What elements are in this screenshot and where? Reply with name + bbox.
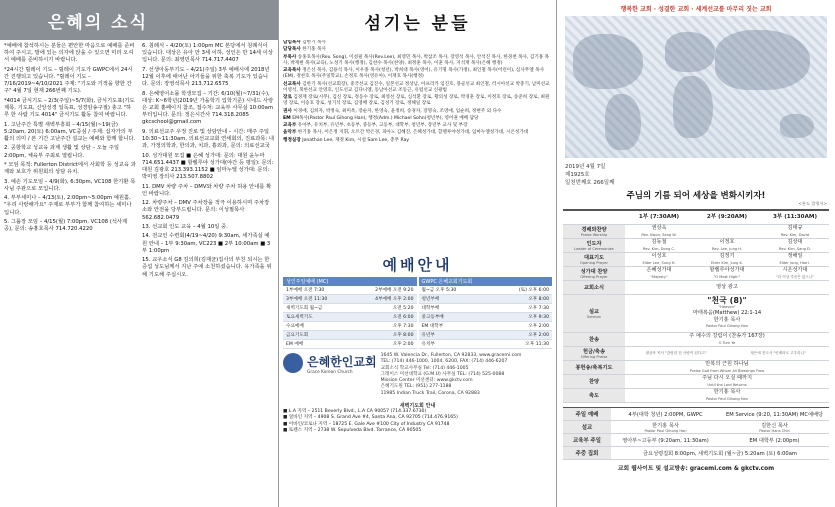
- minister-role: 장로: [283, 95, 292, 100]
- order-label-sub: Offering Prayer: [580, 275, 608, 279]
- announcement-item: 4. 부부세미나 – 4/13(토), 2:00pm~5:00pm 예원홀, "우리 사랑해가요" 주제로 부부가 함께 참여하는 세미나입니다.: [4, 195, 132, 216]
- minister-role: 권사: [283, 108, 292, 114]
- order-row: [563, 239, 829, 253]
- service-right-header: GWPC 은혜교회기도회: [419, 277, 553, 286]
- service-name: EM 예배: [286, 342, 304, 347]
- service-name: 금요기도회: [286, 333, 309, 338]
- order-person: 이성호: [651, 253, 667, 260]
- order-of-worship-panel: [557, 0, 835, 507]
- row-weekday: [563, 447, 829, 460]
- minister-names: Jonathan Lee, 재정 Kim, 시설 Sam Lee, 총무 Ray: [302, 137, 410, 143]
- theme-note: <본도 발행서>: [798, 201, 827, 206]
- order-cell: [761, 239, 829, 252]
- minister-role: 담임목사: [283, 40, 301, 45]
- row-doxology: [563, 361, 829, 375]
- service-time: 오후 2:00: [528, 324, 549, 329]
- order-person-en: "더 이상 죽음은 없으니": [776, 274, 814, 279]
- service-row: [419, 313, 553, 322]
- order-cell: [625, 239, 693, 252]
- address-line: TEL: (714) 446-1000, 1004, 6200, FAX: (714) 446-6207: [380, 359, 508, 365]
- benediction-sub: Pastor Paul Gihong Han: [705, 396, 749, 401]
- order-cell: [761, 267, 829, 280]
- sermon2-pastor: 한기홍 목사: [652, 422, 679, 429]
- announcement-item: 5. 그룹장 모임 – 4/15(월) 7:00pm, VC108 (석사제공), 문의: 송홍호목사 714.720.4220: [4, 218, 128, 233]
- service-time: 오후 2:00: [392, 342, 414, 347]
- service-row: [283, 286, 417, 295]
- order-person-en: Rev. Lee, Jung H.: [711, 246, 743, 251]
- order-label: [563, 239, 625, 252]
- order-label-text: 성가대 찬양: [580, 269, 608, 275]
- sunday-cell: 4부(대학 청년) 2:00PM, GWPC: [628, 411, 703, 418]
- row-sermon: [563, 295, 829, 333]
- sermon-sub-label: Sermon: [587, 315, 601, 319]
- service-name: 유년부: [421, 333, 435, 338]
- order-label: [563, 267, 625, 280]
- order-cell: [761, 225, 829, 238]
- order-person: 이정호: [719, 239, 735, 246]
- church-motto: 행복한 교회 · 성결한 교회 · 세계선교를 마무리 짓는 교회: [620, 6, 772, 13]
- service-time: 오후 8:00: [528, 297, 549, 302]
- sermon2-pastor: 김한신 목사: [761, 422, 788, 429]
- minister-names: 이경애, 김희자, 박정숙, 최미옥, 장순자, 한영숙, 윤정희, 송경자, 강명숙, 조영애, 임순희, 정현주 외 다수: [293, 108, 502, 114]
- order-cell: [693, 267, 761, 280]
- ministers-title: 섬기는 분들: [364, 14, 471, 34]
- service-row: [419, 331, 553, 340]
- order-row: [563, 225, 829, 239]
- doxology-sub: Praise God from Whom All Blessings Flow: [689, 368, 765, 373]
- minister-entry: [283, 116, 552, 122]
- order-person: 할렐루야성가대: [709, 267, 745, 274]
- service-name: 3부예배 오전 11:30: [286, 297, 328, 302]
- order-cell: [693, 239, 761, 252]
- offering-sub: Offering Praise: [580, 355, 608, 359]
- order-person-en: "O Most High!": [713, 274, 741, 279]
- annual-theme: 주님의 기름 되어 세상을 변화시키자!: [626, 191, 766, 201]
- minister-names: 한기홍 목사, 이은정 지휘, 오르간 박은경, 피아노 김혜진, 은혜성가대, 할렐루야성가대, 임마누엘성가대, 시온성가대: [297, 130, 529, 136]
- announcements-header: [0, 0, 278, 40]
- service-name: 대학부배: [421, 306, 440, 311]
- address-line: 1645 W. Valencia Dr., Fullerton, CA 92833, www.gracemi.com: [380, 353, 522, 358]
- sermon-pastor-en: Pastor Paul Gihong Han: [705, 323, 749, 328]
- announcements-title: 은혜의 소식: [48, 12, 149, 33]
- order-cell: [693, 225, 761, 238]
- minister-entry: [283, 138, 552, 144]
- praise-label: 찬양: [563, 375, 625, 388]
- announcement-item: 14. 전교인 수련회(4/19~4/20) 9:30am, 세가족실 예원 안내 – 1부 9:30am, VC223 ■ 2부 10:00am ■ 3부 1:00pm: [142, 233, 271, 254]
- announcement-item: 7. 선생아동부기도 – 4/21(주일) 3부 예배시에 2018년 12월 이후에 태어난 아기들을 위한 축복 기도가 있습니다. 문의: 장영석목사 213.712.6575: [142, 66, 270, 88]
- row-hymn: [563, 333, 829, 347]
- announcement-item: 6. 침례식 – 4/20(토) 1:00pm MC 본당에서 침례식이 있습니다. 대상은 유아 만 3세 이하, 성인은 만 14세 이상 입니다. 문의: 최영민목사 714.717.4407: [142, 43, 273, 64]
- order-label-sub: Praise Worship: [580, 233, 608, 237]
- announcement-item: 8. 은혜영어소몰 학생모집 – 기간: 6/10(월)~7/31(수), 대상: K~6학년(2019년 가을학기 입학기준) 시네드 사랑은 교회 홈페이지 참조, 접수처: 교육부 사무실 10:00am 부터입니다. 문의: 정은시간사 714.318.2085 gkcschool@gmail.com: [142, 90, 274, 126]
- ministers-panel: [279, 0, 556, 507]
- service-row: [419, 295, 553, 304]
- minister-entry: [283, 95, 552, 108]
- announcement-item: 1. 고난주간 특별 새벽부흥회 – 4/15(월)~19(금) 5:20am, 20(토) 6:00am, VC중심 / 주제: 십자가의 부활의 의미 / 본 기간 고난주간 설교는 예배와 함께 합니다.: [4, 121, 136, 142]
- order-label: [563, 253, 625, 266]
- minister-role: 담당목사: [283, 47, 301, 53]
- sunday-label: 주일 예배: [563, 408, 611, 420]
- announcement-item: *24시간 릴레이 기도 – 릴레이 기도가 GWPC에서 24시간 진행되고 있습니다. "릴레이 기도 – 7/16/2019~4/10/2021 주제: "기도와 기적을 향한 간구" 4월 7일 현재 266번째 기도).: [4, 66, 133, 95]
- hymn-value: 주 예수의 강림이 (찬송가 167장): [689, 333, 765, 340]
- order-person-en: Elder Lee, Sung H.: [642, 260, 676, 265]
- branch-item: ■ 어바인/코로나 지역 – 18725 E. Gale Ave #100 City of Industry CA 91748: [283, 421, 450, 427]
- offering-cell: 권상욱 목사 "감람한 천 사람이 된다고": [645, 351, 707, 356]
- praise-sub: Until the Lord Returns: [707, 382, 747, 387]
- minister-names: 유아부, 유치부, 유년부, 초등부, 중등부, 고등부, 대학부, 청년부, 장년부 교사 및 부장: [297, 123, 468, 128]
- row-sermon-2: [563, 421, 829, 434]
- address-line: 은혜기도원 TEL: (951) 277-1188: [380, 384, 452, 390]
- order-person: 김동철: [651, 239, 667, 246]
- order-cell: [625, 253, 693, 266]
- education-label: 교육부 주일: [563, 434, 611, 446]
- branch-list: [279, 401, 556, 436]
- order-person: 김상대: [787, 239, 803, 246]
- order-label-text: 경배와찬양: [581, 227, 607, 233]
- announcement-item: 2. 공항학교 성교육 과제 생활 및 상담 – 오늘 주일 2:00pm, 체육부 주최로 열립니다.: [4, 145, 119, 159]
- website-footer[interactable]: 교회 웹사이트 및 설교방송: gracemi.com & gkctv.com: [617, 466, 775, 472]
- service-row: [419, 304, 553, 313]
- service-row: [283, 304, 417, 313]
- service-header-3: 3부 (11:30AM): [772, 214, 818, 221]
- order-label-text: 인도자: [586, 241, 602, 247]
- address-line: Mission Center 미션센터: www.gkctv.com: [380, 378, 473, 384]
- service-row: [419, 322, 553, 331]
- order-label: [563, 225, 625, 238]
- service-name: 청년부배: [421, 297, 440, 302]
- order-cell: [761, 253, 829, 266]
- sermon2-pastor-en: Pastor Paul Gihong Han: [644, 428, 687, 433]
- minister-entry: [283, 68, 552, 81]
- announcement-item: 15. 교우소식 G8 김의희(김재균)집사의 부친 되시는 한증섭 성도님께서 지난 주에 소천하셨습니다. 유가족을 위해 기도해 주십시오.: [142, 257, 272, 278]
- minister-role: EM: [283, 115, 291, 121]
- order-person-en: Rev. Kim, Sang D.: [779, 246, 811, 251]
- education-cell: 영아부~고등부 (9:20am, 11:30am): [622, 437, 709, 444]
- minister-names: 김한기 목사: [302, 40, 326, 45]
- minister-names: 김한기 목사(선교회장), 중국선교 김진수, 일본선교 정상남, 아프리카 임진호, 몽골선교 최인철, 러시아선교 박충기, 남미선교 이영석, 북한선교 안영호, 인도선교 김다니엘, 동남아선교 조동근, 유럽선교 신광범: [283, 81, 550, 93]
- announcements-label: 교회소식: [563, 281, 625, 294]
- service-row: [283, 313, 417, 322]
- minister-names: 김경재 장로(시무), 김신 장로, 정동수 장로, 최영선 장로, 심석환 장로, 황의성 장로, 박경훈 장로, 이정호 장로, 송준희 장로, 최원영 장로, 이승호 장로, 성기석 장로, 김영배 장로, 김성기 장로, 정해일 장로: [283, 95, 550, 107]
- service-header-1: 1부 (7:30AM): [638, 214, 680, 221]
- order-person-en: Rev. Kim, David: [780, 232, 810, 237]
- minister-names: EM목사(Pastor Paul Gihong Han), 행정(Adm.) Michael Sohn(청년부), 영어권 예배 담당: [292, 115, 479, 121]
- minister-role: 부목사: [283, 54, 297, 60]
- weekday-value: 금요성령집회 8:00pm, 새벽기도회 (월~금) 5:20am (토) 6:00am: [643, 450, 797, 457]
- service-name: EM 대학부: [421, 324, 444, 329]
- row-announcements: [563, 281, 829, 295]
- order-person-en: "Majesty": [650, 274, 668, 279]
- order-person: 시온성가대: [782, 267, 808, 274]
- service-time: 오후 2:00: [528, 333, 549, 338]
- minister-entry: [283, 130, 552, 136]
- sermon2-pastor-en: Pastor Hans Chin: [759, 428, 790, 433]
- offering-cell: 정은애 전도사 "언제라도 고우리니": [750, 351, 806, 356]
- service-row: [419, 286, 553, 295]
- order-row: [563, 267, 829, 281]
- worship-guide-title: 예배안내: [382, 256, 453, 274]
- sunday-cell: EM Service (9:20, 11:30AM) MC예배당: [726, 411, 823, 418]
- order-person-en: Elder Jung, Hae I.: [779, 260, 811, 265]
- minister-role: 교육부: [283, 123, 297, 128]
- service-row: [283, 340, 417, 349]
- service-row: [283, 322, 417, 331]
- ministers-list: [279, 40, 556, 248]
- weekday-label: 주중 집회: [563, 447, 611, 459]
- minister-role: 행정실장: [283, 137, 301, 143]
- order-label-sub: Leader of Ceremonies: [574, 247, 614, 251]
- order-label-sub: Opening Prayer: [580, 261, 608, 265]
- minister-names: 송홍호목사(Rev. Song), 이성필 목사(Rev.Lee), 최영민 목사, 박삼조 목사, 장영석 목사, 안석진 목사, 한경천 목사, 김기홍 목사, 박재현 목사(교육), 노성기 목사(행정), 김찬수 목사(찬양), 최정훈 목사, 이훈 목사, 지석재 목사(은혜 행정): [283, 54, 550, 66]
- sermon-pastor: 한기홍 목사: [713, 316, 741, 323]
- church-logo: [283, 353, 303, 373]
- announcement-item: * 모임 목적: Fullerton District에서 사회학 등 성교육 과제와 보호가 위원회의 상담 유치.: [4, 161, 136, 176]
- address-line: 교회소식 학교사무실 Tel: (714) 446-1005: [380, 365, 469, 371]
- announcement-item: *예배에 참석하시는 분들은 편안한 마음으로 예배를 준비하여 주시고, 말에 있는 의자에 앉을 수 있으면 미리 오셔서 예배를 준비하시기 바랍니다.: [4, 43, 135, 64]
- row-praise: [563, 375, 829, 389]
- minister-entry: [283, 109, 552, 115]
- order-cell: [625, 267, 693, 280]
- service-time: 오후 7:30: [528, 306, 549, 311]
- announcement-item: 10. 성가대원 모집 ■ 은혜 성가대: 문의: 대원 윤누마 714.651.4437 ■ 할렐루야 성가대(야간 등 평일): 문의: 대원 김광호 213.393.1152 ■ 임마누엘 성가대: 문의: 박미영 장의사 213.507.8802: [142, 152, 274, 181]
- order-person: 은혜성가대: [646, 267, 672, 274]
- address-lines: [381, 353, 522, 397]
- service-row: [283, 295, 417, 304]
- education-cell: EM 대학부 (2:00pm): [749, 437, 800, 444]
- benediction-label: 축도: [563, 389, 625, 402]
- branch-title: 새벽기도회 안내: [399, 403, 436, 410]
- service-time: 오후 8:00: [392, 333, 414, 338]
- other-services-table: [563, 407, 829, 460]
- minister-role: 교육목사: [283, 68, 301, 73]
- order-row: [563, 253, 829, 267]
- order-person: 김정기: [719, 253, 735, 260]
- address-line: 11985 Indian Truck Trail, Corona, CA 92883: [380, 390, 480, 396]
- address-line: 그레이스 미션대학교 (G.M.U) 사무실 TEL: (714) 525-0088: [380, 371, 505, 377]
- announcement-item: 13. 선교회 인도 교육 – 4월 10일 중.: [142, 223, 228, 230]
- sermon2-label: 설교: [563, 421, 611, 433]
- order-person-en: Elder Kim, Jung K.: [710, 260, 744, 265]
- church-name-en: Grace Korean Church: [307, 370, 353, 375]
- announcement-item: 12. 차량주차 – DMV 주차장을 적극 이용하시며 주차장소와 안전을 당부드립니다. 문의: 이성필목사 562.682.0479: [142, 200, 270, 221]
- service-time: 오후 11:30: [525, 342, 549, 347]
- service-times: [279, 277, 556, 349]
- issue-info: [565, 162, 827, 186]
- minister-entry: [283, 123, 552, 129]
- benediction-value: 한기홍 목사: [713, 389, 741, 396]
- order-of-worship-table: [563, 209, 829, 403]
- issue-line: 제1925호: [565, 172, 590, 178]
- order-cell: [625, 225, 693, 238]
- order-person-en: Rev. Kim, Dong C.: [642, 246, 676, 251]
- service-time: (토) 오후 6:00: [518, 288, 549, 293]
- service-header-2: 2부 (9:20AM): [706, 214, 748, 221]
- service-name: 월~금 오후 5:30: [421, 288, 457, 293]
- service-name: 중고등부배: [421, 315, 444, 320]
- order-cell: [693, 253, 761, 266]
- service-name: 1부예배 오전 7:30: [286, 288, 325, 293]
- service-time: 오전 6:00: [392, 315, 414, 320]
- church-name: 은혜한인교회: [307, 355, 377, 369]
- row-offering: [563, 347, 829, 361]
- service-row: [419, 340, 553, 349]
- order-label-text: 대표기도: [583, 255, 605, 261]
- service-row: [283, 331, 417, 340]
- order-person: 정해일: [787, 253, 803, 260]
- minister-entry: [283, 47, 552, 53]
- announcement-item: 11. DMV 차량 주차 – DMV와 차량 주차 허용 안내를 확인 바랍니다.: [142, 183, 272, 197]
- doxology-label: 봉헌송/축복기도: [563, 361, 625, 374]
- announcements-column-1: [4, 43, 136, 281]
- issue-line: 2019년 4월 7일: [565, 164, 606, 170]
- row-benediction: [563, 389, 829, 403]
- minister-entry: [283, 55, 552, 68]
- minister-names: 한기홍 목사: [302, 47, 326, 53]
- service-time: 4부예배 오후 2:00: [375, 297, 414, 302]
- sermon-title-en: "Heaven": [718, 305, 736, 310]
- minister-role: 선교목사: [283, 81, 301, 87]
- minister-role: 음악부: [283, 130, 297, 136]
- sermon-scripture: 마태복음(Matthew) 22:1-14: [692, 310, 762, 317]
- offering-label: 헌금/축송: [583, 349, 605, 355]
- service-name: 유치부: [421, 342, 435, 347]
- row-sunday-services: [563, 408, 829, 421]
- sermon-title: "천국 (8)": [707, 295, 747, 305]
- issue-line: 일천번째호 266일째: [565, 180, 615, 186]
- service-time: 오전 5:20: [392, 306, 414, 311]
- row-education: [563, 434, 829, 447]
- branch-item: ■ 얼바인 지역 – 4908 S. Grand Ave #4, Santa Ana, CA 92705 (714.476.9165): [283, 415, 458, 421]
- announcement-item: 9. 의료선교주 우정 진로 및 상담안내 – 시간: 매주 주일 10:30~11:30am, 의료선교교회 연세회의, 진료과목: 내과, 가정의학과, 한의과, 치과, 흉외과, 문의: 의료선교국: [142, 128, 275, 150]
- service-time: 오후 9:30: [528, 315, 549, 320]
- sermon-label: 설교: [588, 309, 600, 315]
- service-time: 오후 7:30: [392, 324, 414, 329]
- order-person: 김태규: [787, 225, 803, 232]
- minister-entry: [283, 82, 552, 95]
- hymn-label: 찬송: [563, 333, 625, 346]
- service-name: 토요새벽기도: [286, 315, 313, 320]
- service-time: 2부예배 오전 9:20: [375, 288, 414, 293]
- branch-item: ■ L.A 지역 – 2511 Beverly Blvd., L.A CA 90057 (714.337.6730): [283, 409, 427, 415]
- branch-item: ■ 토렌스 지역 – 2738 W. Sepulveda Blvd. Torrance, CA 90505: [283, 427, 422, 433]
- announcements-column-2: [142, 43, 274, 281]
- praise-value: 주님 다시 오실 때까지: [701, 375, 753, 382]
- announcement-item: 3. 예손 기도모임 – 4/9(화), 6:30pm, VC108 한기환 목사님 주관으로 모입니다.: [4, 178, 136, 192]
- order-person-en: Rev. Kwon, Sang W.: [641, 232, 677, 237]
- church-address-block: [279, 349, 556, 401]
- service-name: 수요예배: [286, 324, 304, 329]
- announcement-item: *4014 금식기도 – 2/3(주일)~5/7(화), 금식기도표(기도제목, 기도표, 신앙성경 일독표, 성경암송구절) 총고 "하루 한 사람 기도 4014" 금식기도 활동 참여 바랍니다.: [4, 97, 135, 119]
- world-map-image: [565, 16, 827, 158]
- hymn-sub: O Turn Ye: [718, 340, 736, 345]
- minister-entry: [283, 40, 552, 46]
- doxology-value: 만복의 근원 하나님: [705, 361, 749, 368]
- service-left-header: 성인주일예배 (MC): [283, 277, 417, 286]
- announcements-value: 영상 광고: [716, 284, 738, 291]
- service-header-row: [563, 211, 829, 225]
- minister-names: 정은선 목사, 김용석 목사, 이우종 목사(청년), 박희대 목사(영어), 유기명 목사(가정), 최인철 목사(어린이), 심사무엘 목사(EM), 정찬호 목사(주일학교), 손정호 목사(영유아), 이재호 목사(행정): [283, 68, 545, 80]
- service-name: 새벽기도회 월~금: [286, 306, 323, 311]
- order-person: 권상욱: [651, 225, 667, 232]
- announcements-panel: [0, 0, 278, 507]
